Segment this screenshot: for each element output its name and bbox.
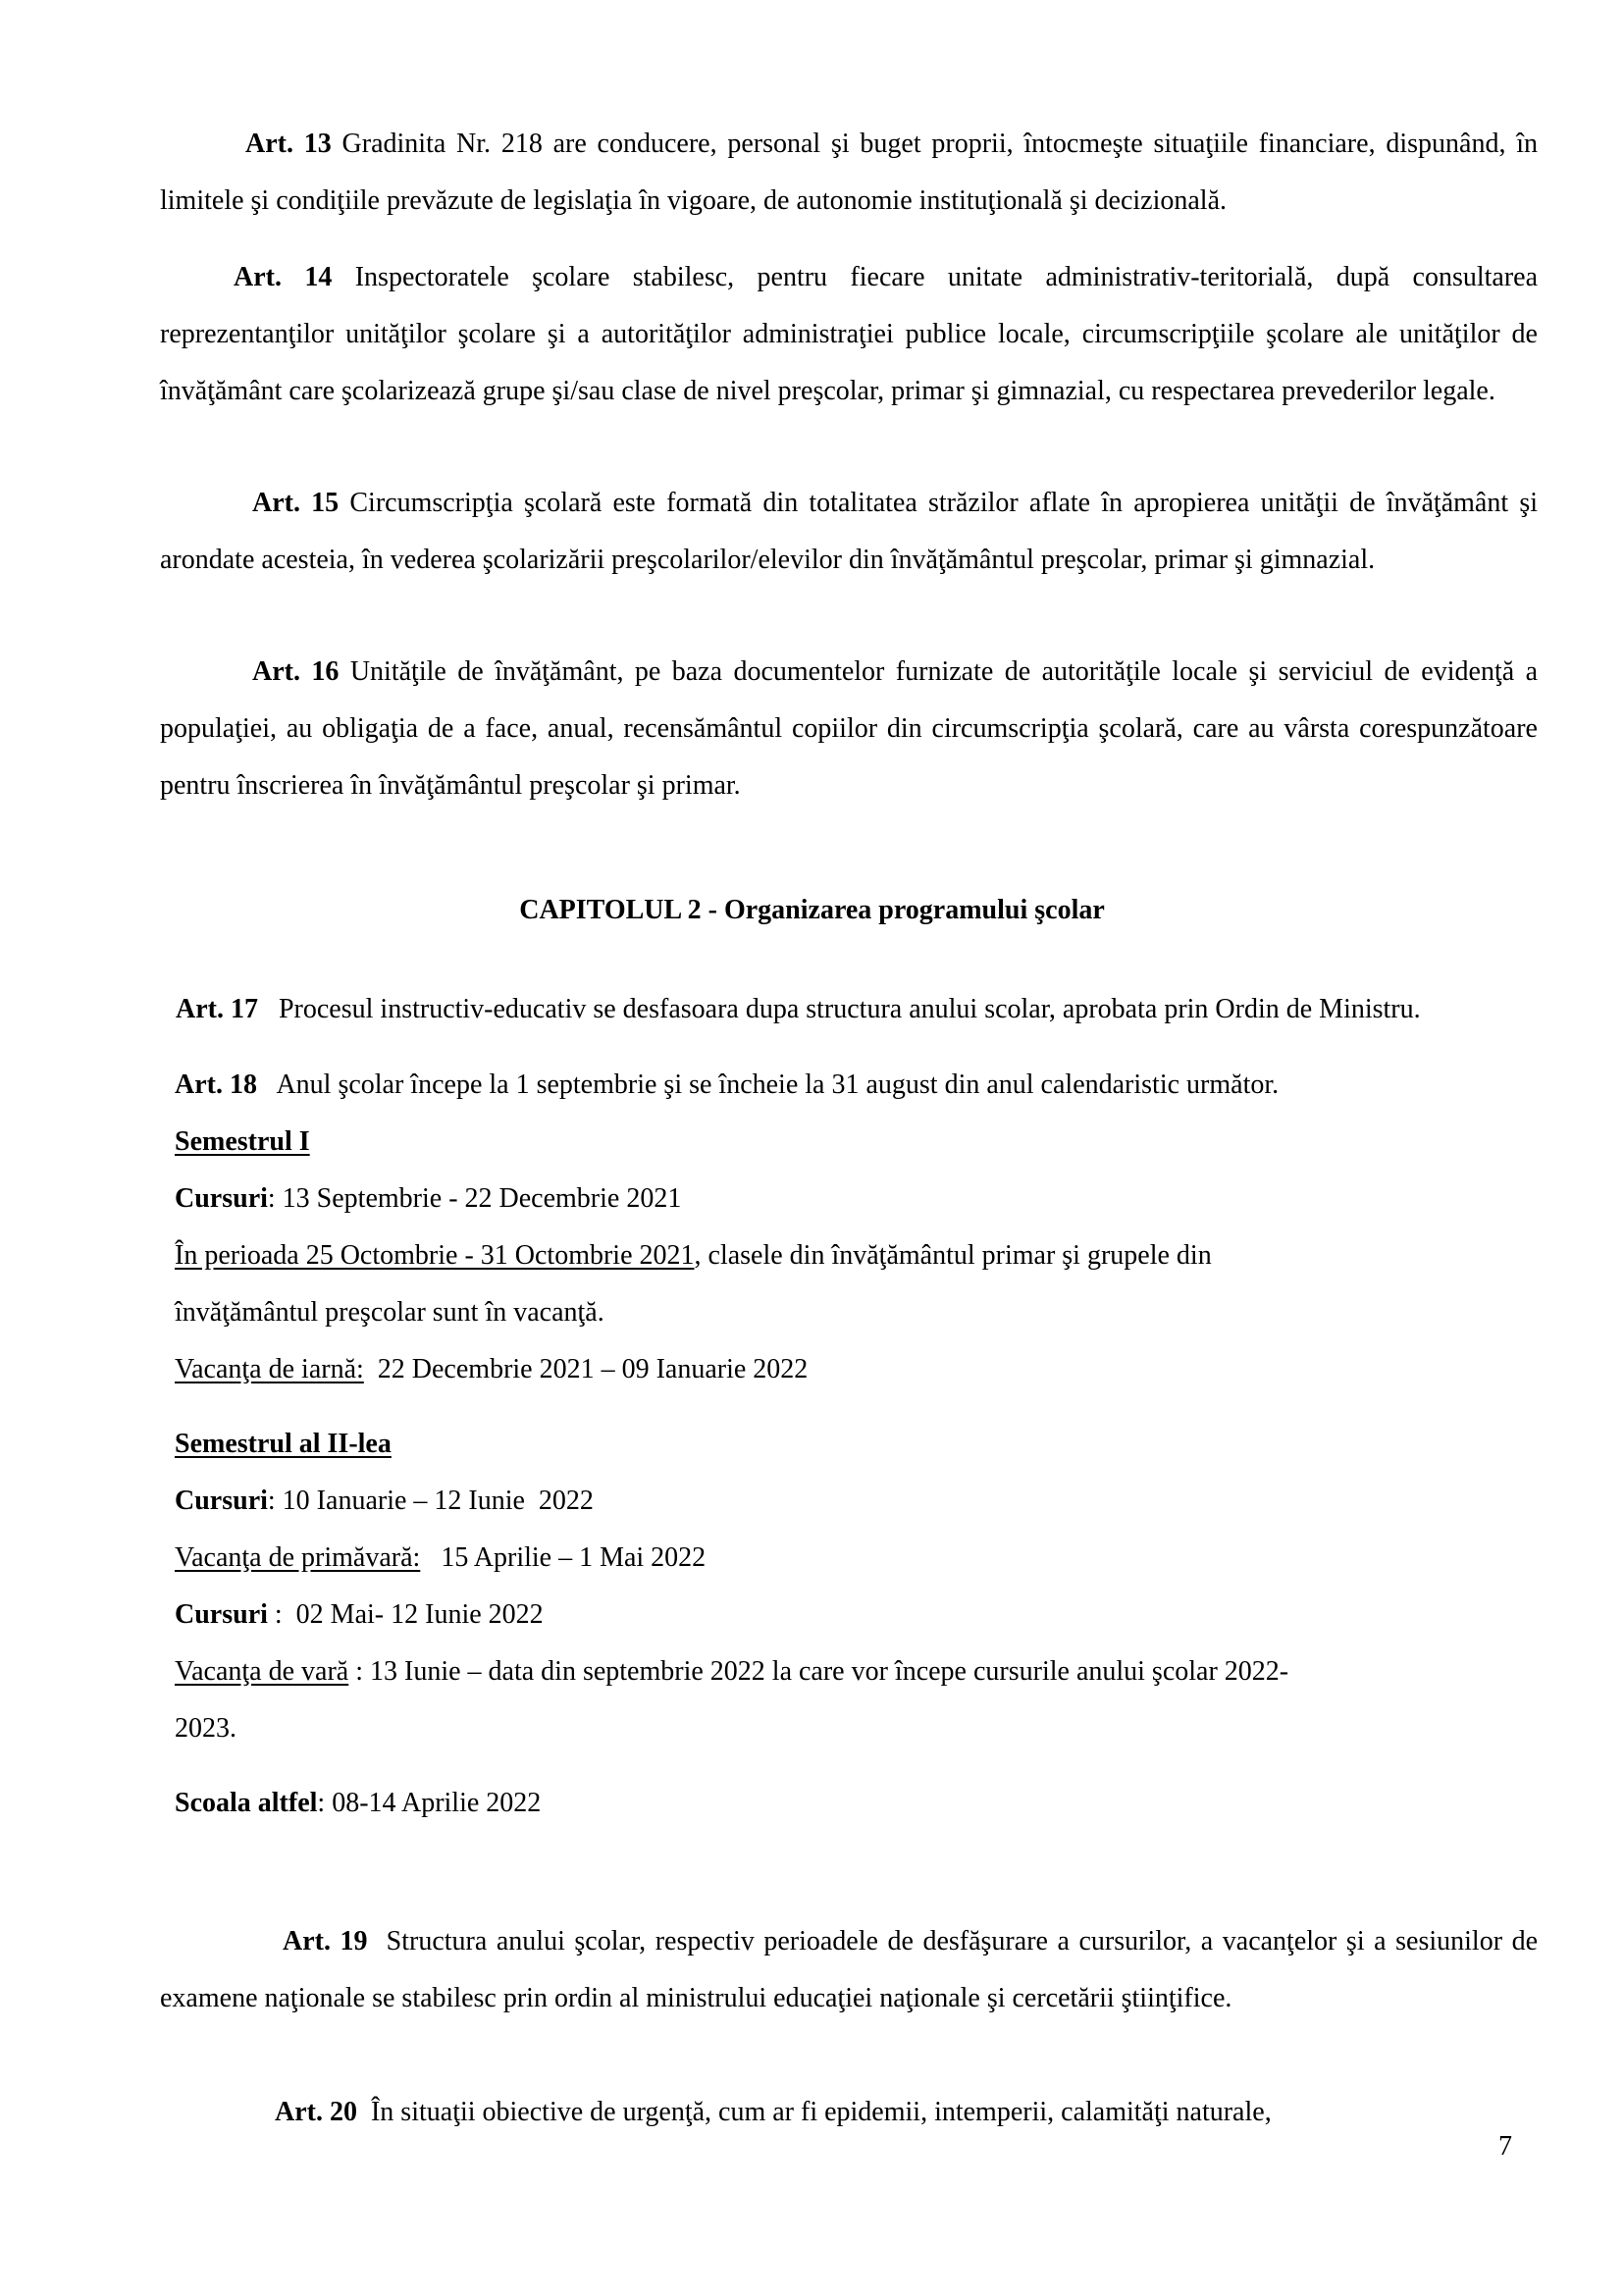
article-16	[160, 644, 1538, 814]
semester-1-winter-vacation	[175, 1354, 808, 1385]
article-18	[175, 1069, 1279, 1101]
article-15	[160, 475, 1538, 589]
semester-2-summer-vacation-cont: 2023.	[175, 1713, 236, 1744]
article-label: Art. 17	[176, 994, 258, 1024]
summer-vacation-value: : 13 Iunie – data din septembrie 2022 la care vor începe cursurile anului şcolar 2022-	[348, 1656, 1289, 1687]
article-text: Gradinita Nr. 218 are conducere, personal şi buget proprii, întocmeşte situaţiile financiare, dispunând, în limitele şi condiţiile prevăzute de legislaţia în vigoare, de autonomie instituţională şi decizională.	[160, 129, 1538, 216]
article-text: Circumscripţia şcolară este formată din totalitatea străzilor aflate în apropierea unităţii de învăţământ şi arondate acesteia, în vederea şcolarizării preşcolarilor/elevilor din învăţământul preşcolar, primar şi gimnazial.	[160, 488, 1539, 575]
courses-value: : 02 Mai- 12 Iunie 2022	[267, 1599, 544, 1630]
semester-1-autumn-break-cont: învăţământul preşcolar sunt în vacanţă.	[175, 1297, 604, 1328]
semester-1-autumn-break	[175, 1240, 1212, 1272]
autumn-break-text: , clasele din învăţământul primar şi grupele din	[694, 1240, 1212, 1271]
winter-vacation-label: Vacanţa de iarnă:	[175, 1354, 364, 1384]
article-text: Procesul instructiv-educativ se desfasoara dupa structura anului scolar, aprobata prin Ordin de Ministru.	[278, 994, 1421, 1024]
article-label: Art. 13	[245, 129, 332, 159]
courses-value: : 13 Septembrie - 22 Decembrie 2021	[267, 1183, 682, 1214]
semester-1-heading: Semestrul I	[175, 1126, 310, 1157]
article-17	[160, 993, 1538, 1026]
courses-label: Cursuri	[175, 1486, 268, 1516]
article-19	[160, 1913, 1538, 2027]
semester-2-summer-vacation	[175, 1656, 1288, 1688]
courses-value: : 10 Ianuarie – 12 Iunie 2022	[267, 1486, 594, 1516]
article-label: Art. 20	[275, 2097, 357, 2127]
article-20	[160, 2084, 1538, 2141]
article-text: Inspectoratele şcolare stabilesc, pentru fiecare unitate administrativ-teritorială, după consultarea reprezentanţilor unităţilor şcolare şi a autorităţilor administraţiei publice locale, circumscripţiile şcolare ale unităţilor de învăţământ care şcolarizează grupe şi/sau clase de nivel preşcolar, primar şi gimnazial, cu respectarea prevederilor legale.	[160, 262, 1539, 406]
article-label: Art. 15	[252, 488, 340, 518]
article-14	[160, 249, 1538, 420]
semester-2-heading: Semestrul al II-lea	[175, 1429, 392, 1459]
article-13	[160, 116, 1538, 230]
courses-label: Cursuri	[175, 1599, 268, 1630]
semester-1-courses	[175, 1183, 681, 1215]
article-text: Anul şcolar începe la 1 septembrie şi se încheie la 31 august din anul calendaristic următor.	[276, 1069, 1280, 1100]
article-text: Structura anului şcolar, respectiv perioadele de desfăşurare a cursurilor, a vacanţelor şi a sesiunilor de examene naţionale se stabilesc prin ordin al ministrului educaţiei naţionale şi cercetării ştiinţifice.	[160, 1926, 1539, 2013]
scoala-altfel	[175, 1788, 541, 1819]
article-label: Art. 14	[234, 262, 333, 292]
semester-2-courses-1	[175, 1486, 594, 1517]
article-label: Art. 19	[283, 1926, 368, 1956]
article-label: Art. 16	[252, 656, 340, 687]
winter-vacation-value: 22 Decembrie 2021 – 09 Ianuarie 2022	[363, 1354, 809, 1384]
autumn-break-period: În perioada 25 Octombrie - 31 Octombrie 2021	[175, 1240, 695, 1271]
semester-2-courses-2	[175, 1599, 544, 1631]
article-text: Unităţile de învăţământ, pe baza documentelor furnizate de autorităţile locale şi serviciul de evidenţă a populaţiei, au obligaţia de a face, anual, recensământul copiilor din circumscripţia şcolară, care au vârsta corespunzătoare pentru înscrierea în învăţământul preşcolar şi primar.	[160, 656, 1538, 801]
article-text: În situaţii obiective de urgenţă, cum ar fi epidemii, intemperii, calamităţi naturale,	[370, 2097, 1272, 2127]
article-label: Art. 18	[175, 1069, 257, 1100]
spring-vacation-label: Vacanţa de primăvară:	[175, 1542, 421, 1573]
spring-vacation-value: 15 Aprilie – 1 Mai 2022	[420, 1542, 707, 1573]
scoala-altfel-label: Scoala altfel	[175, 1788, 318, 1818]
scoala-altfel-value: : 08-14 Aprilie 2022	[317, 1788, 542, 1818]
summer-vacation-label: Vacanţa de vară	[175, 1656, 349, 1687]
courses-label: Cursuri	[175, 1183, 268, 1214]
page-number: 7	[1498, 2131, 1512, 2162]
chapter-heading: CAPITOLUL 2 - Organizarea programului şcolar	[519, 895, 1105, 925]
semester-2-spring-vacation	[175, 1542, 706, 1574]
